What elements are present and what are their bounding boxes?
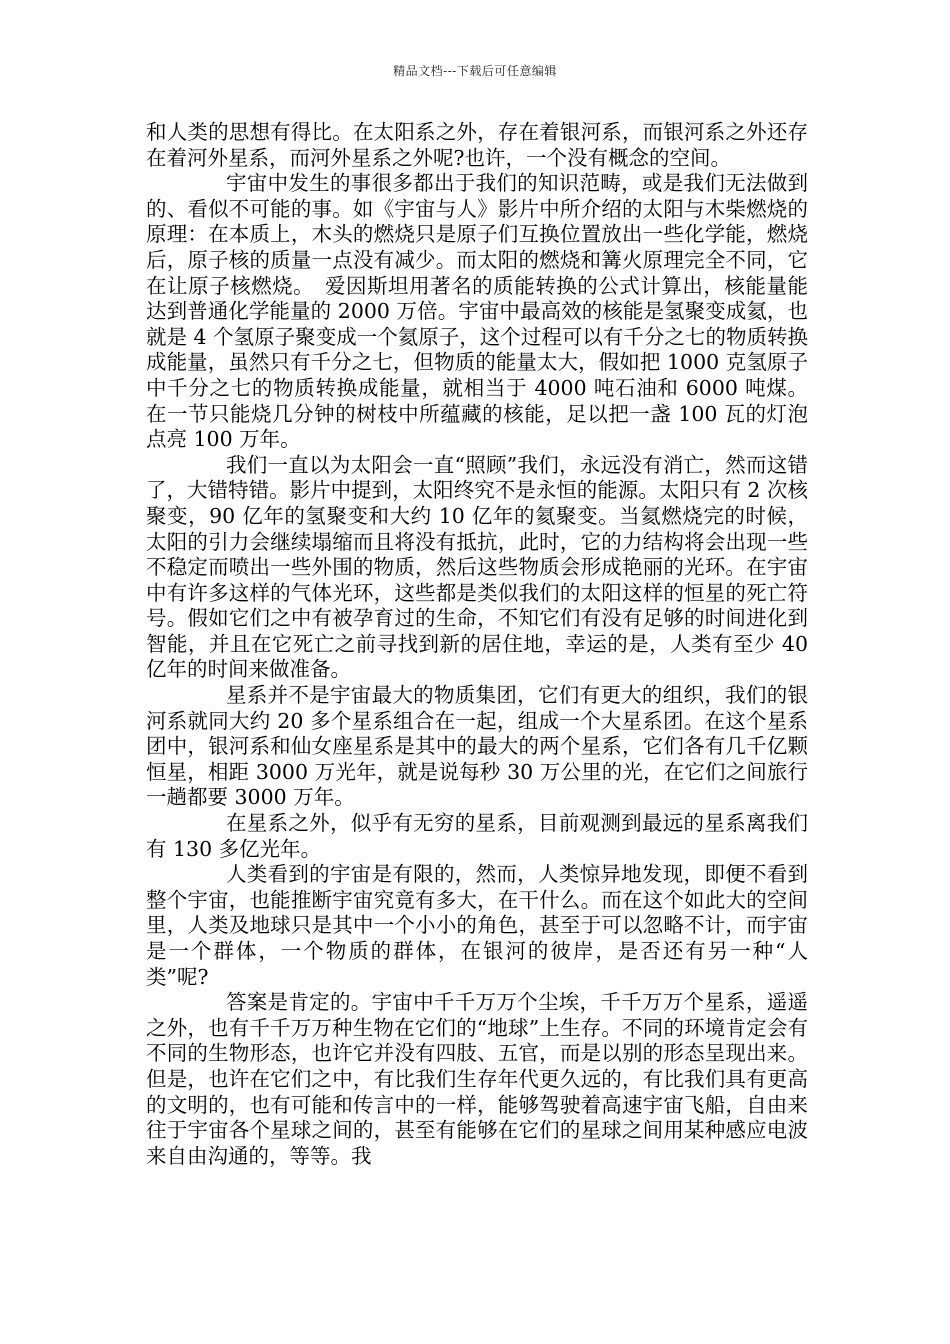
document-body [146,120,808,1169]
paragraph-7: 答案是肯定的。宇宙中千千万万个尘埃，千千万万个星系，遥遥之外，也有千千万万种生物在它们的“地球”上生存。不同的环境肯定会有不同的生物形态，也许它并没有四肢、五官，而是以别的形态呈现出来。但是，也许在它们之中，有比我们生存年代更久远的，有比我们具有更高的文明的，也有可能和传言中的一样，能够驾驶着高速宇宙飞船，自由来往于宇宙各个星球之间的，甚至有能够在它们的星球之间用某种感应电波来自由沟通的，等等。我 [146,990,808,1168]
paragraph-2: 宇宙中发生的事很多都出于我们的知识范畴，或是我们无法做到的、看似不可能的事。如《宇宙与人》影片中所介绍的太阳与木柴燃烧的原理：在本质上，木头的燃烧只是原子们互换位置放出一些化学能，燃烧后，原子核的质量一点没有减少。而太阳的燃烧和篝火原理完全不同，它在让原子核燃烧。 爱因斯坦用著名的质能转换的公式计算出，核能量能达到普通化学能量的 2000 万倍。宇宙中最高效的核能是氢聚变成氦，也就是 4 个氢原子聚变成一个氦原子，这个过程可以有千分之七的物质转换成能量，虽然只有千分之七，但物质的能量太大，假如把 1000 克氢原子中千分之七的物质转换成能量，就相当于 4000 吨石油和 6000 吨煤。在一节只能烧几分钟的树枝中所蕴藏的核能，足以把一盏 100 瓦的灯泡点亮 100 万年。 [146,171,808,452]
paragraph-5: 在星系之外，似乎有无穷的星系，目前观测到最远的星系离我们有 130 多亿光年。 [146,811,808,861]
page-header: 精品文档---下载后可任意编辑 [393,64,557,78]
paragraph-4: 星系并不是宇宙最大的物质集团，它们有更大的组织，我们的银河系就同大约 20 多个星系组合在一起，组成一个大星系团。在这个星系团中，银河系和仙女座星系是其中的最大的两个星系，它们各有几千亿颗恒星，相距 3000 万光年，就是说每秒 30 万公里的光，在它们之间旅行一趟都要 3000 万年。 [146,683,808,810]
paragraph-3: 我们一直以为太阳会一直“照顾”我们，永远没有消亡，然而这错了，大错特错。影片中提到，太阳终究不是永恒的能源。太阳只有 2 次核聚变，90 亿年的氢聚变和大约 10 亿年的氦聚变。当氦燃烧完的时候，太阳的引力会继续塌缩而且将没有抵抗，此时，它的力结构将会出现一些不稳定而喷出一些外围的物质，然后这些物质会形成艳丽的光环。在宇宙中有许多这样的气体光环，这些都是类似我们的太阳这样的恒星的死亡符号。假如它们之中有被孕育过的生命，不知它们有没有足够的时间进化到智能，并且在它死亡之前寻找到新的居住地，幸运的是，人类有至少 40 亿年的时间来做准备。 [146,452,808,682]
paragraph-6: 人类看到的宇宙是有限的，然而，人类惊异地发现，即便不看到整个宇宙，也能推断宇宙究竟有多大，在干什么。而在这个如此大的空间里，人类及地球只是其中一个小小的角色，甚至于可以忽略不计，而宇宙是一个群体，一个物质的群体，在银河的彼岸，是否还有另一种“人类”呢? [146,862,808,989]
paragraph-1: 和人类的思想有得比。在太阳系之外，存在着银河系，而银河系之外还存在着河外星系，而河外星系之外呢?也许，一个没有概念的空间。 [146,120,808,170]
